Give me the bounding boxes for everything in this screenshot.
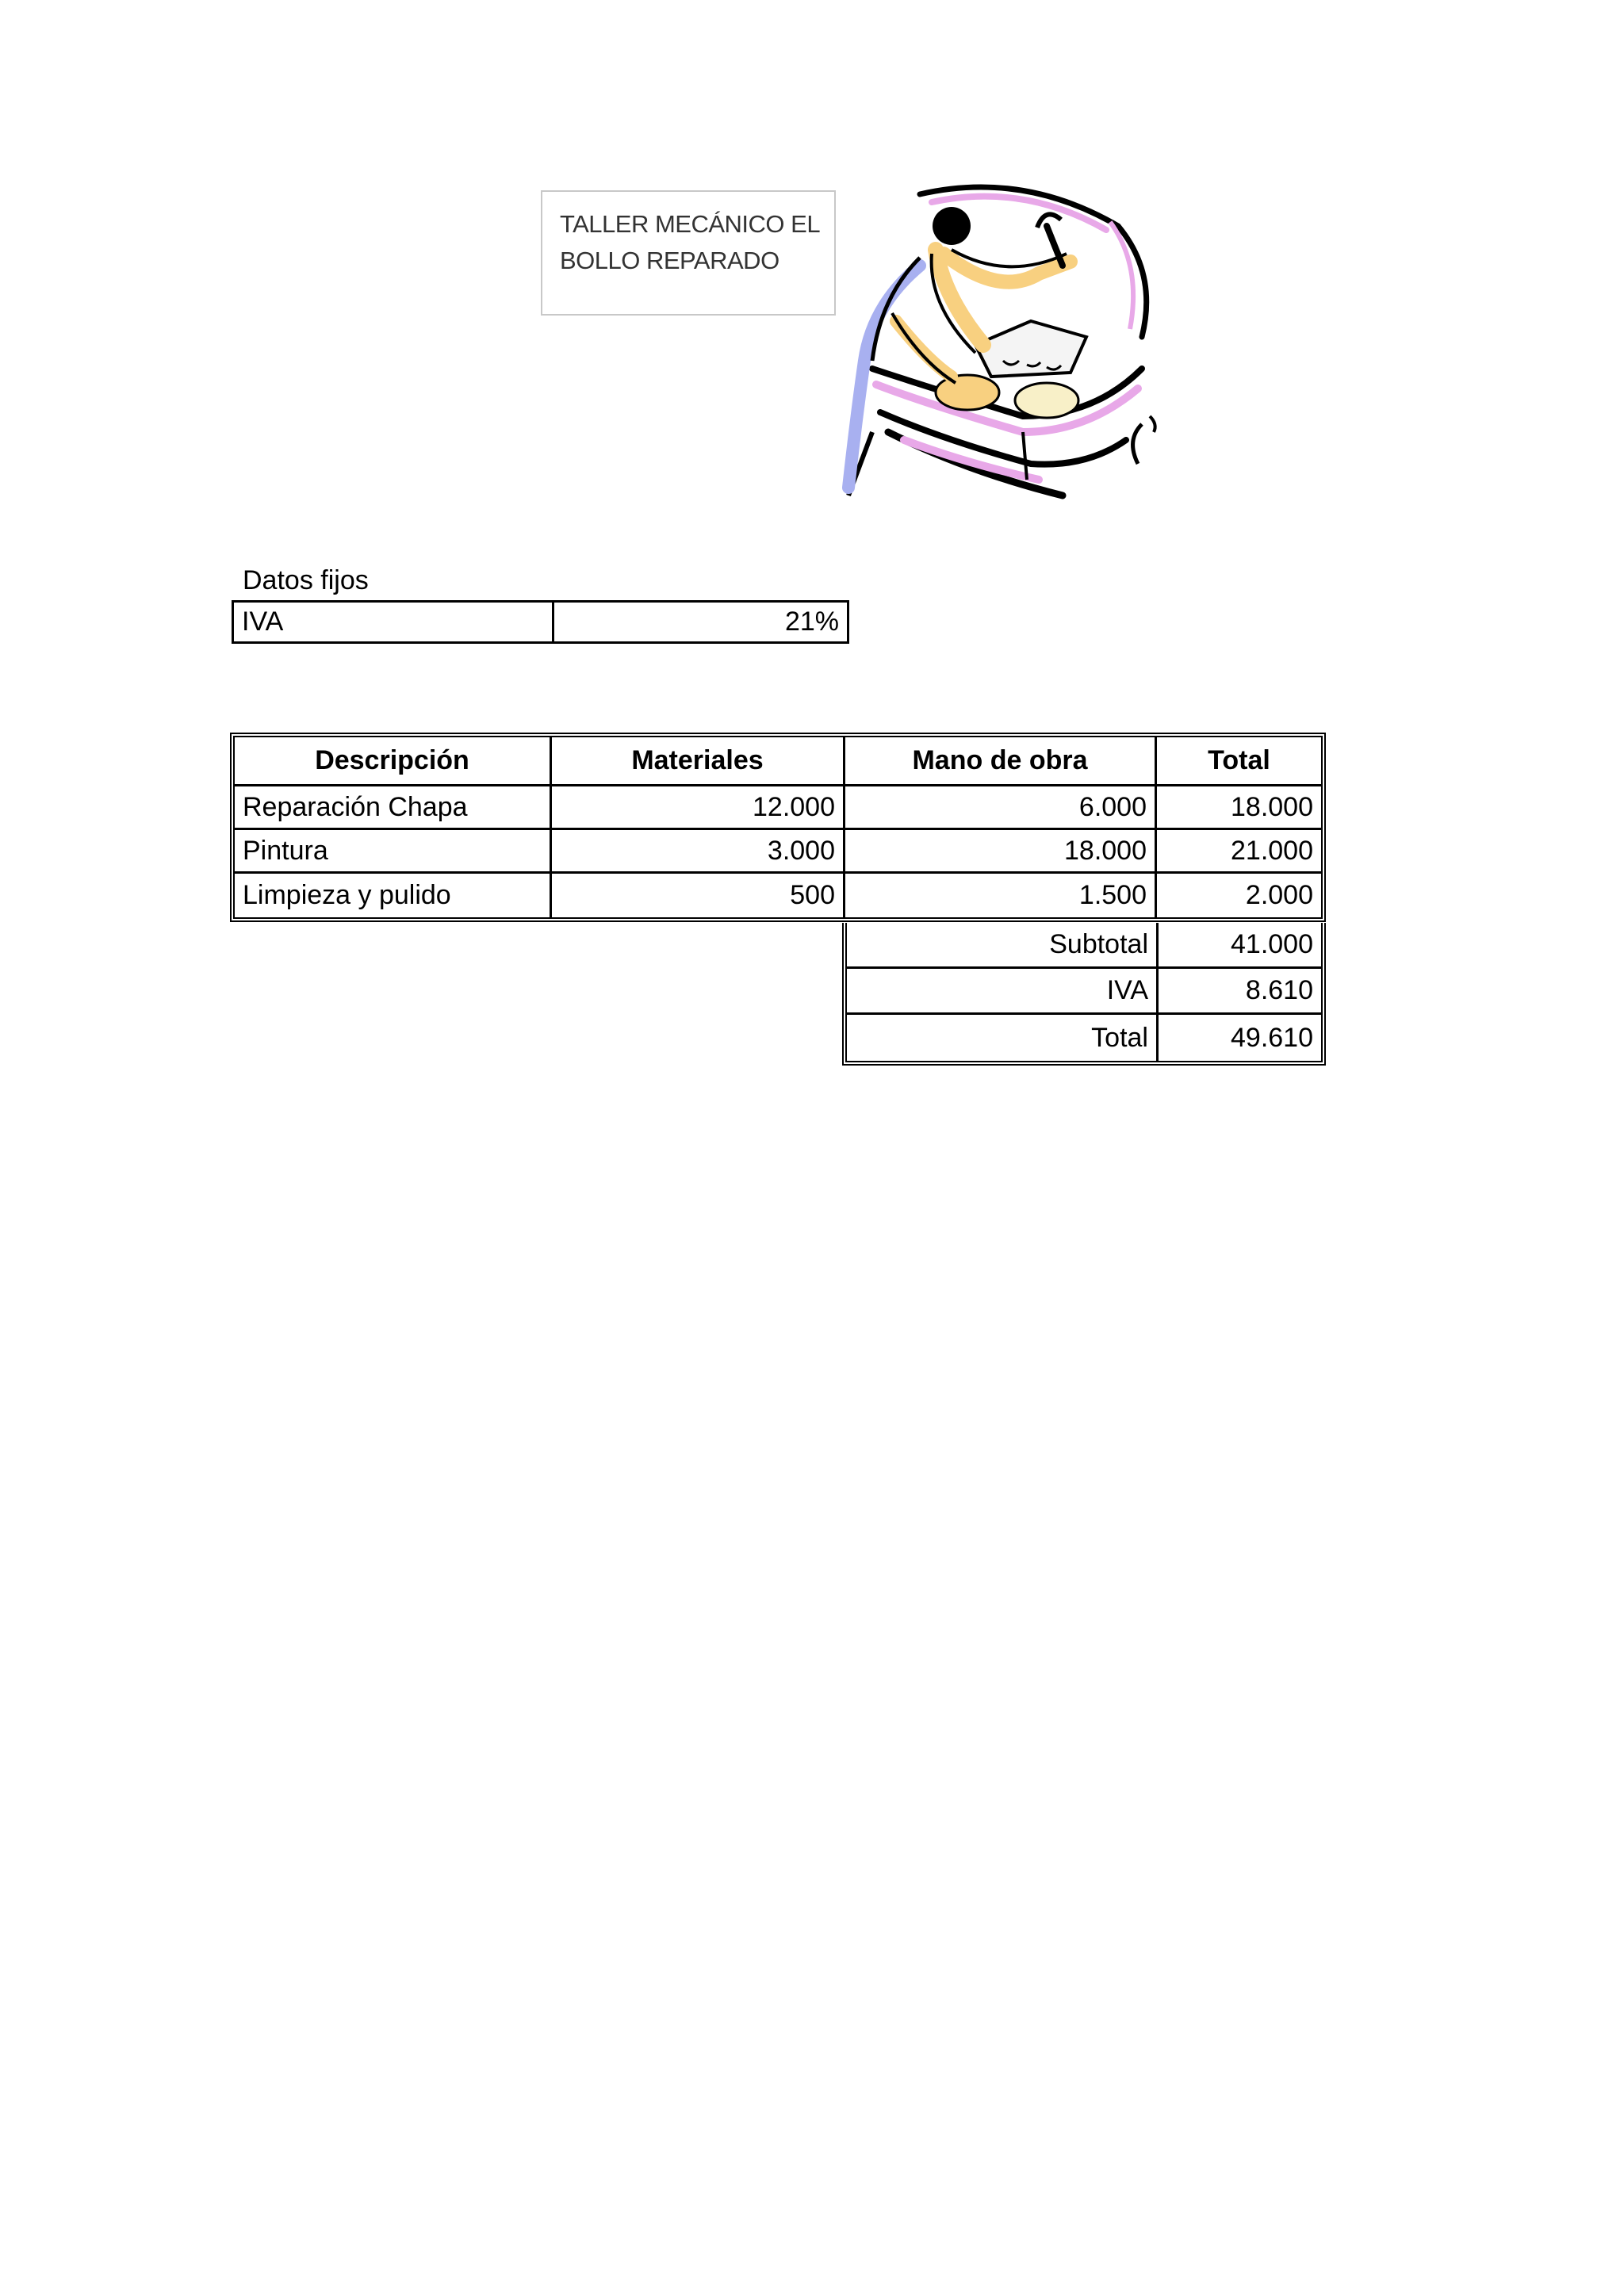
grand-total-label: Total [847, 1015, 1159, 1061]
subtotal-label: Subtotal [847, 923, 1159, 969]
header-labor: Mano de obra [845, 737, 1157, 786]
summary-row [847, 969, 1321, 1015]
header-materials: Materiales [552, 737, 845, 786]
total-cell: 18.000 [1157, 786, 1321, 830]
materials-cell: 3.000 [552, 830, 845, 874]
company-title-line-1: TALLER MECÁNICO EL [560, 210, 821, 238]
iva-value: 8.610 [1159, 969, 1321, 1015]
summary-row [847, 1015, 1321, 1061]
fixed-data-value-cell: 21% [553, 602, 848, 643]
description-cell: Pintura [235, 830, 552, 874]
total-cell: 2.000 [1245, 880, 1313, 910]
fixed-data-label: Datos fijos [243, 565, 369, 595]
header-total: Total [1157, 737, 1321, 786]
header-description: Descripción [235, 737, 552, 786]
mechanic-repairing-car-icon [825, 178, 1166, 527]
labor-cell: 6.000 [845, 786, 1157, 830]
table-row [235, 786, 1321, 830]
table-row [235, 874, 1321, 917]
grand-total-value: 49.610 [1231, 1022, 1313, 1053]
invoice-summary-table [842, 923, 1326, 1066]
summary-row [847, 923, 1321, 969]
subtotal-value: 41.000 [1159, 923, 1321, 969]
table-header-row [235, 737, 1321, 786]
fixed-data-table [232, 600, 849, 644]
description-cell: Limpieza y pulido [235, 874, 552, 917]
iva-label: IVA [847, 969, 1159, 1015]
total-cell: 21.000 [1157, 830, 1321, 874]
invoice-table [230, 733, 1326, 922]
description-cell: Reparación Chapa [235, 786, 552, 830]
company-title-line-2: BOLLO REPARADO [560, 247, 779, 274]
labor-cell: 18.000 [845, 830, 1157, 874]
materials-cell: 12.000 [552, 786, 845, 830]
table-row [235, 830, 1321, 874]
company-title-box [541, 190, 836, 316]
materials-cell: 500 [552, 874, 845, 917]
labor-cell: 1.500 [845, 874, 1157, 917]
fixed-data-name-cell: IVA [233, 602, 553, 643]
invoice-section [230, 733, 1326, 1053]
table-row [233, 602, 848, 643]
